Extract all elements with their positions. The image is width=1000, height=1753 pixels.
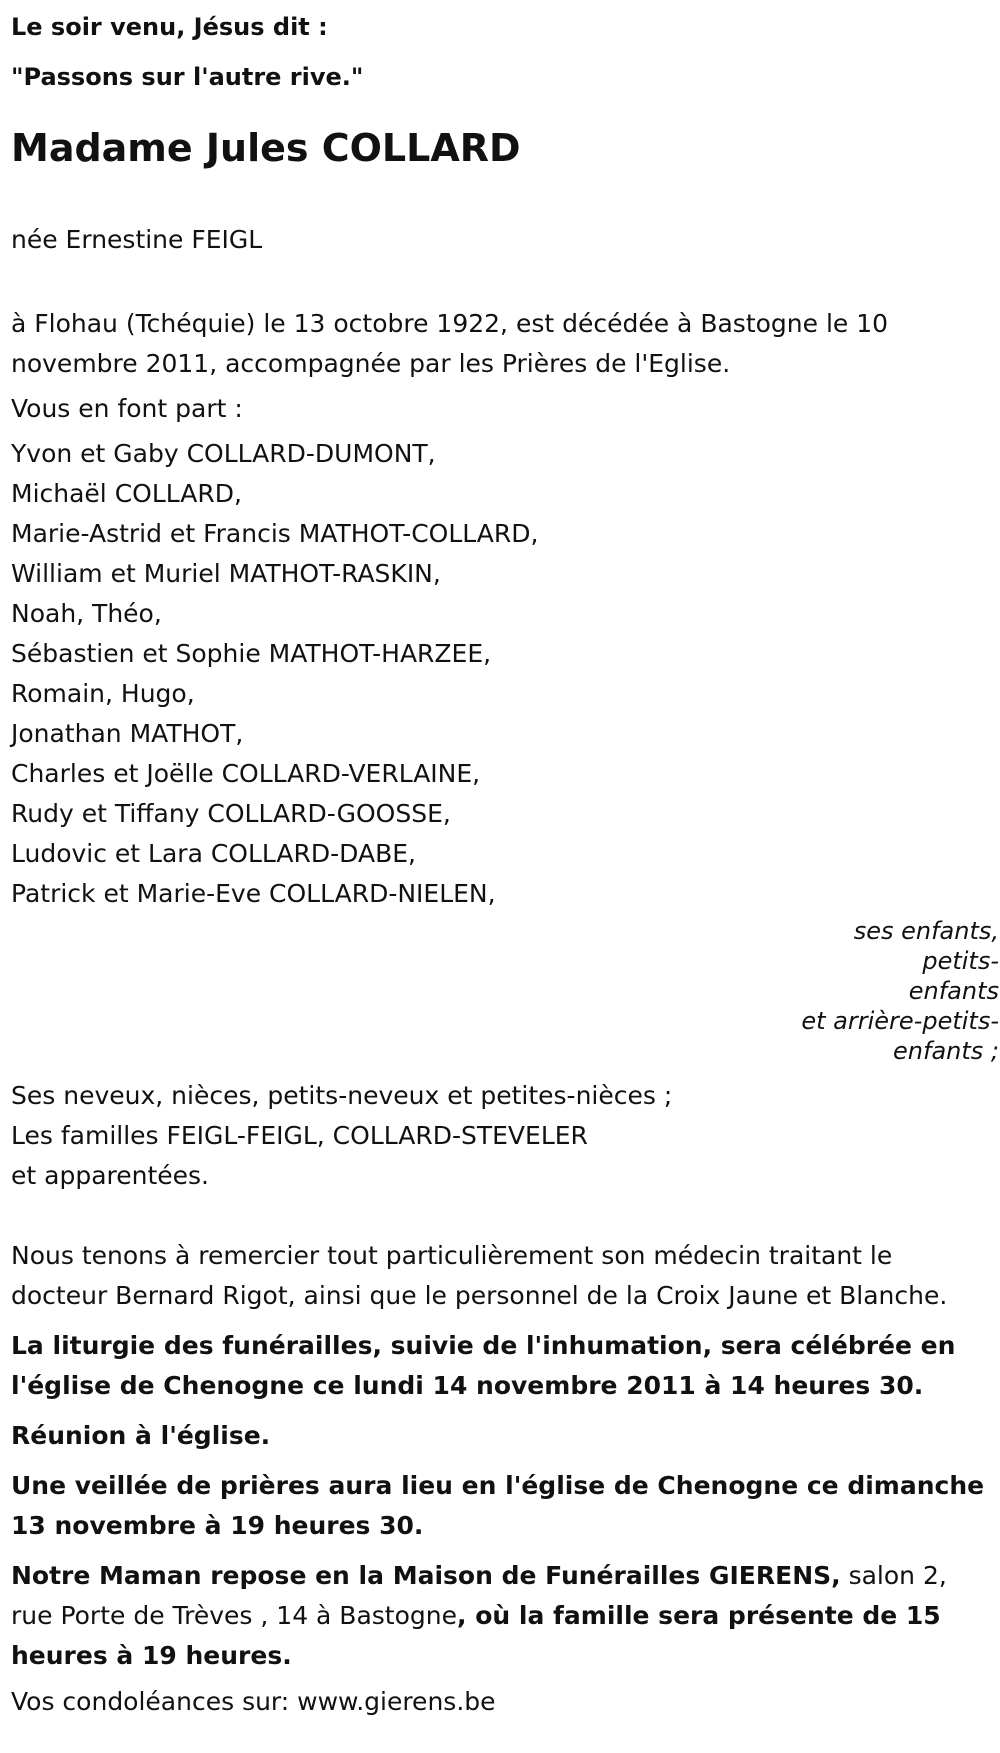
rest-bold-text: Notre Maman repose en la Maison de Funérailles GIERENS, <box>11 1561 841 1590</box>
deceased-name: Madame Jules COLLARD <box>11 126 521 170</box>
family-name-line: Yvon et Gaby COLLARD-DUMONT, <box>11 439 436 468</box>
maiden-name: née Ernestine FEIGL <box>11 225 263 254</box>
rest-hours-text: , où la famille sera présente de 15 heures à 19 heures. <box>11 1601 941 1670</box>
family-name-line: Patrick et Marie-Eve COLLARD-NIELEN, <box>11 879 496 908</box>
meeting-paragraph: Réunion à l'église. <box>11 1421 271 1450</box>
family-name-line: William et Muriel MATHOT-RASKIN, <box>11 559 441 588</box>
family-names-list <box>11 434 1000 914</box>
family-name-line: Ludovic et Lara COLLARD-DABE, <box>11 839 416 868</box>
obituary-page <box>0 2 1000 1722</box>
announcement-intro: Vous en font part : <box>11 394 243 423</box>
relation-line: enfants <box>908 977 999 1005</box>
family-name-line: Marie-Astrid et Francis MATHOT-COLLARD, <box>11 519 539 548</box>
relation-line: et arrière-petits- <box>801 1007 999 1035</box>
relation-note <box>789 916 999 1066</box>
quote-line-2: "Passons sur l'autre rive." <box>11 63 364 91</box>
family-name-line: Sébastien et Sophie MATHOT-HARZEE, <box>11 639 492 668</box>
rest-paragraph <box>11 1556 986 1676</box>
quote-line-1: Le soir venu, Jésus dit : <box>11 13 328 41</box>
family-name-line: Romain, Hugo, <box>11 679 195 708</box>
other-relatives-line: et apparentées. <box>11 1161 209 1190</box>
family-name-line: Jonathan MATHOT, <box>11 719 244 748</box>
other-relatives-line: Les familles FEIGL-FEIGL, COLLARD-STEVELER <box>11 1121 588 1150</box>
thanks-paragraph: Nous tenons à remercier tout particulièrement son médecin traitant le docteur Bernard Rigot, ainsi que le personnel de la Croix Jaune et Blanche. <box>11 1241 948 1310</box>
vigil-paragraph: Une veillée de prières aura lieu en l'église de Chenogne ce dimanche 13 novembre à 19 heures 30. <box>11 1471 985 1540</box>
family-name-line: Charles et Joëlle COLLARD-VERLAINE, <box>11 759 481 788</box>
family-name-line: Noah, Théo, <box>11 599 162 628</box>
condolences-line: Vos condoléances sur: www.gierens.be <box>11 1687 496 1716</box>
rest-address-text: salon 2, rue Porte de Trèves , 14 à Bastogne <box>11 1561 947 1630</box>
other-relatives <box>11 1076 1000 1196</box>
liturgy-paragraph: La liturgie des funérailles, suivie de l'inhumation, sera célébrée en l'église de Chenogne ce lundi 14 novembre 2011 à 14 heures 30. <box>11 1331 956 1400</box>
family-name-line: Rudy et Tiffany COLLARD-GOOSSE, <box>11 799 451 828</box>
family-name-line: Michaël COLLARD, <box>11 479 242 508</box>
relation-line: ses enfants, petits- <box>853 917 999 975</box>
relation-line: enfants ; <box>893 1037 999 1065</box>
birth-death-paragraph: à Flohau (Tchéquie) le 13 octobre 1922, est décédée à Bastogne le 10 novembre 2011, accompagnée par les Prières de l'Eglise. <box>11 309 889 378</box>
other-relatives-line: Ses neveux, nièces, petits-neveux et petites-nièces ; <box>11 1081 673 1110</box>
